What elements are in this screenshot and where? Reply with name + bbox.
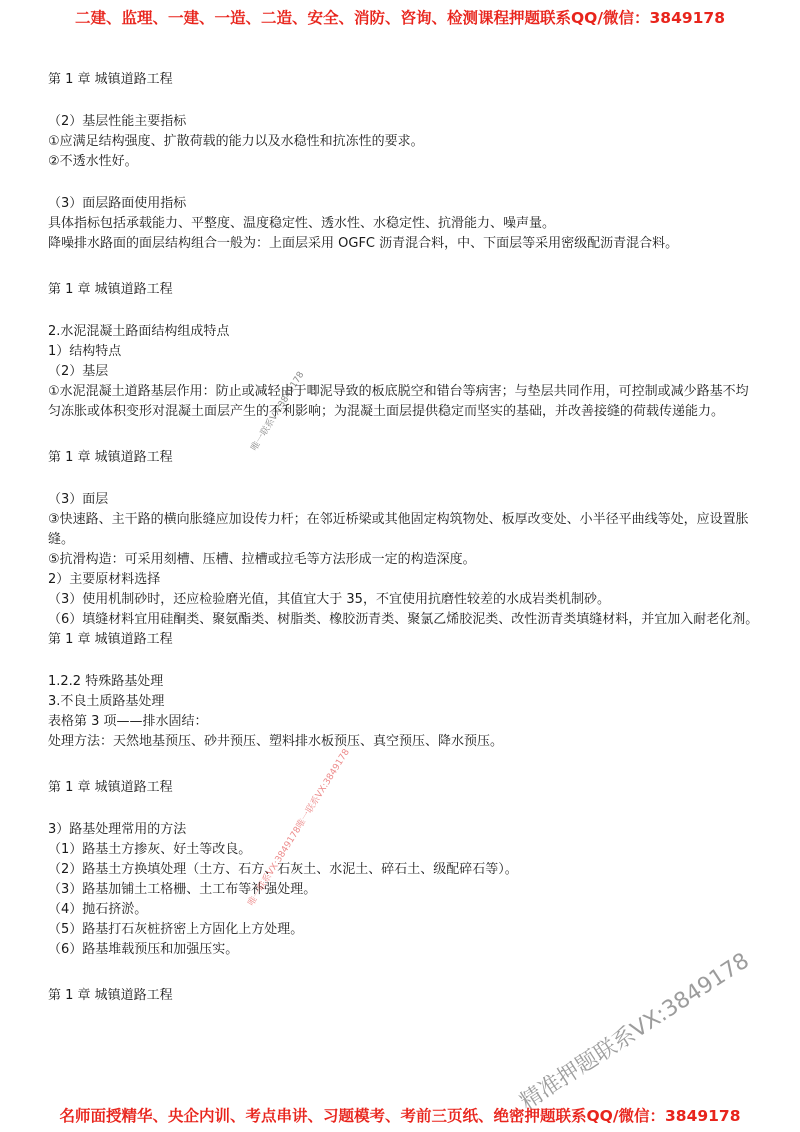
subheading: 1）结构特点: [48, 344, 122, 359]
section-heading: 2.水泥混凝土路面结构组成特点: [48, 324, 230, 339]
chapter-heading: 第 1 章 城镇道路工程: [48, 632, 173, 647]
body-text: 处理方法：天然地基预压、砂井预压、塑料排水板预压、真空预压、降水预压。: [48, 734, 504, 749]
body-text: （3）使用机制砂时，还应检验磨光值，其值宜大于 35，不宜使用抗磨性较差的水成岩类机制砂。: [48, 592, 610, 607]
subheading: （2）基层性能主要指标: [48, 114, 187, 129]
list-item: （4）抛石挤淤。: [48, 902, 148, 917]
subheading: 2）主要原材料选择: [48, 572, 161, 587]
document-body: [48, 70, 760, 1006]
list-item: （3）路基加铺土工格栅、土工布等补强处理。: [48, 882, 317, 897]
subheading: 3）路基处理常用的方法: [48, 822, 187, 837]
header-banner: 二建、监理、一建、一造、二造、安全、消防、咨询、检测课程押题联系QQ/微信：3849178: [74, 9, 725, 27]
footer-banner: 名师面授精华、央企内训、考点串讲、习题模考、考前三页纸、绝密押题联系QQ/微信：3849178: [59, 1107, 741, 1125]
chapter-heading: 第 1 章 城镇道路工程: [48, 988, 173, 1003]
body-text: ⑤抗滑构造：可采用刻槽、压槽、拉槽或拉毛等方法形成一定的构造深度。: [48, 552, 476, 567]
list-item: （5）路基打石灰桩挤密上方固化上方处理。: [48, 922, 304, 937]
chapter-heading: 第 1 章 城镇道路工程: [48, 282, 173, 297]
subheading: （2）基层: [48, 364, 109, 379]
body-text: 具体指标包括承载能力、平整度、温度稳定性、透水性、水稳定性、抗滑能力、噪声量。: [48, 216, 556, 231]
subheading: （3）面层: [48, 492, 109, 507]
section-heading: 3.不良土质路基处理: [48, 694, 165, 709]
list-item: （6）路基堆载预压和加强压实。: [48, 942, 239, 957]
chapter-heading: 第 1 章 城镇道路工程: [48, 450, 173, 465]
body-text: 降噪排水路面的面层结构组合一般为：上面层采用 OGFC 沥青混合料，中、下面层等采用密级配沥青混合料。: [48, 236, 679, 251]
list-item: （2）路基土方换填处理（土方、石方、石灰土、水泥土、碎石土、级配碎石等）。: [48, 862, 518, 877]
watermark-text: 唯一联系VX:3849178: [249, 370, 307, 453]
section-heading: 1.2.2 特殊路基处理: [48, 674, 164, 689]
body-text: ③快速路、主干路的横向胀缝应加设传力杆；在邻近桥梁或其他固定构筑物处、板厚改变处、小半径平曲线等处，应设置胀缝。: [48, 512, 749, 547]
body-text: 表格第 3 项——排水固结：: [48, 714, 208, 729]
subheading: （3）面层路面使用指标: [48, 196, 187, 211]
list-item: （1）路基土方掺灰、好土等改良。: [48, 842, 252, 857]
body-text: ②不透水性好。: [48, 154, 138, 169]
watermark-text: 精准押题联系VX:3849178: [515, 948, 754, 1116]
chapter-heading: 第 1 章 城镇道路工程: [48, 780, 173, 795]
body-text: ①水泥混凝土道路基层作用：防止或减轻由于唧泥导致的板底脱空和错台等病害；与垫层共同作用，可控制或减少路基不均匀冻胀或体积变形对混凝土面层产生的不利影响；为混凝土面层提供稳定而坚实的基础，并改善接缝的荷载传递能力。: [48, 384, 749, 419]
body-text: （6）填缝材料宜用硅酮类、聚氨酯类、树脂类、橡胶沥青类、聚氯乙烯胶泥类、改性沥青类填缝材料，并宜加入耐老化剂。: [48, 612, 759, 627]
watermark-text: 唯一联系VX:3849178唯一联系VX:3849178: [246, 747, 352, 908]
chapter-heading: 第 1 章 城镇道路工程: [48, 72, 173, 87]
body-text: ①应满足结构强度、扩散荷载的能力以及水稳性和抗冻性的要求。: [48, 134, 424, 149]
